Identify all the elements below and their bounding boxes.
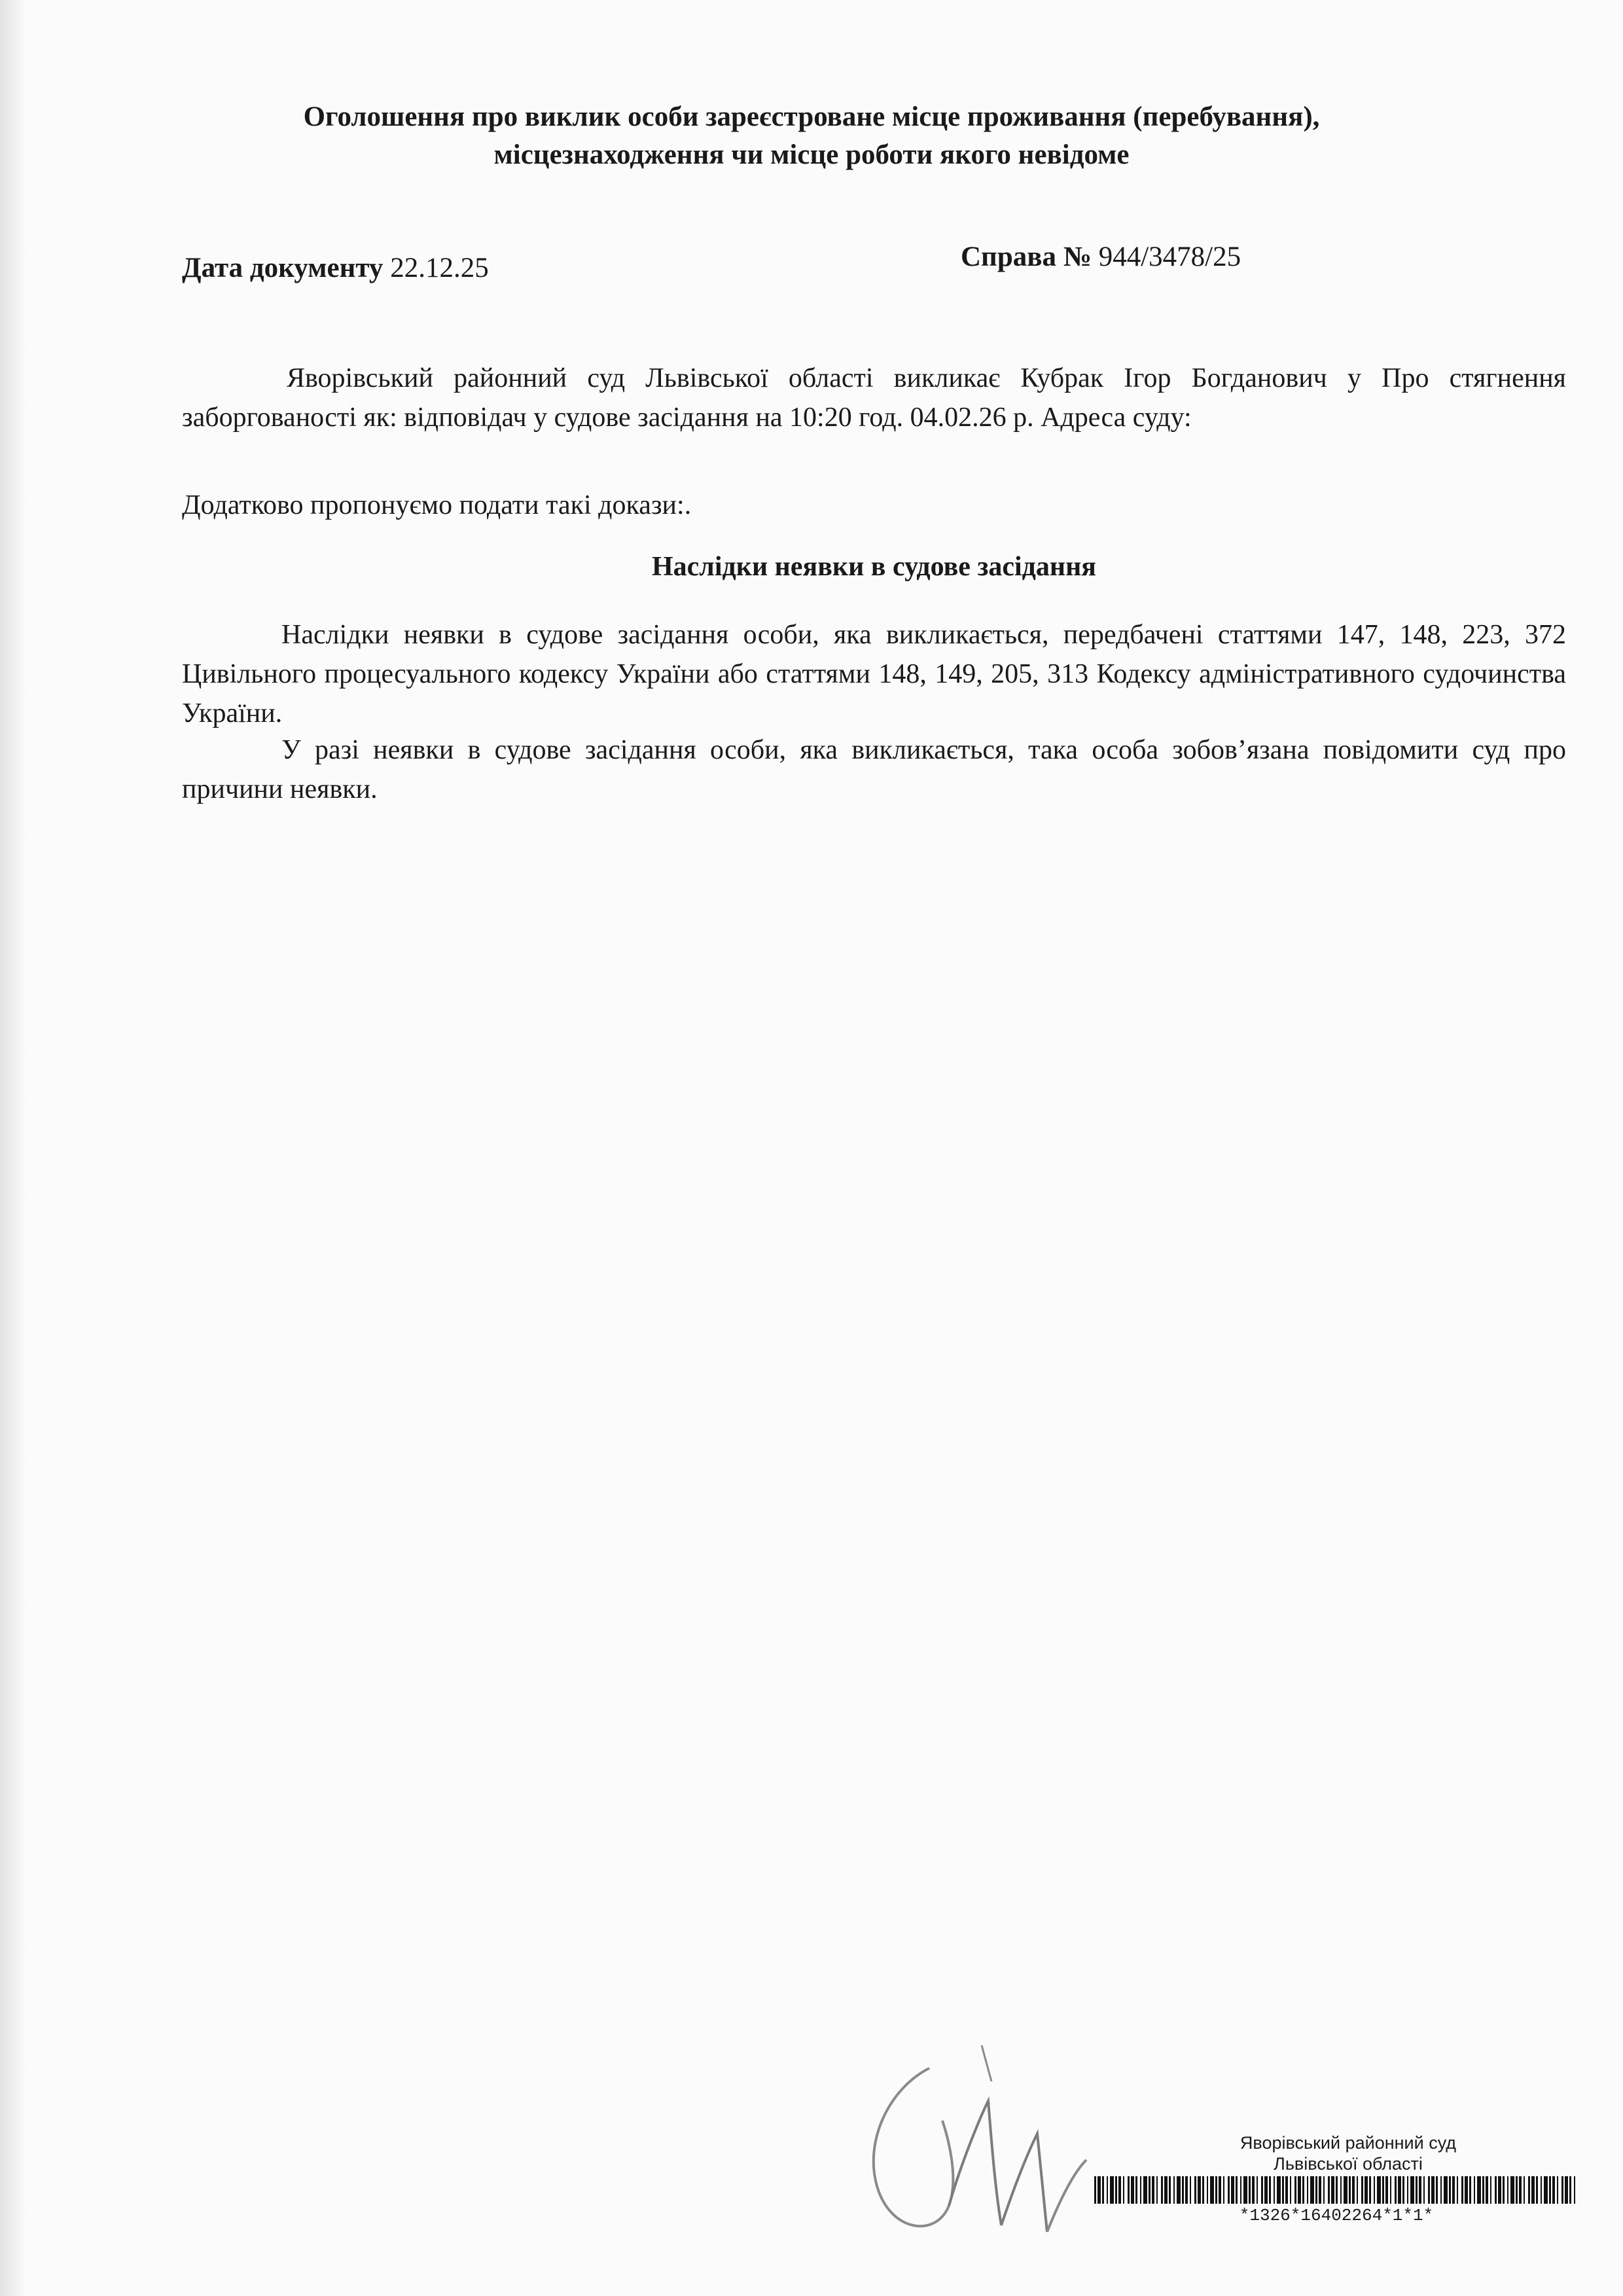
consequences-paragraph: Наслідки неявки в судове засідання особи, яка викликається, передбачені статтями 147, 148, 223, 372 Цивільного процесуального кодексу України або статтями 148, 149, 205, 313 Кодексу адміністративного судочинства України. [182, 620, 1566, 728]
barcode-bar [1277, 2176, 1281, 2204]
barcode-bar [1531, 2176, 1535, 2204]
section-heading: Наслідки неявки в судове засідання [651, 552, 1097, 582]
barcode-bar [1498, 2176, 1501, 2204]
barcode-bar [1140, 2176, 1141, 2204]
barcode-bar [1169, 2176, 1171, 2204]
barcode-bar [1285, 2176, 1288, 2204]
barcode-bar [1382, 2176, 1384, 2204]
barcode-bar [1349, 2176, 1351, 2204]
barcode-bar [1385, 2176, 1388, 2204]
barcode-bar [1344, 2176, 1347, 2204]
barcode-bar [1444, 2176, 1448, 2204]
barcode-bar [1115, 2176, 1117, 2204]
barcode-bar [1377, 2176, 1381, 2204]
barcode-bar [1440, 2176, 1442, 2204]
barcode-bar [1302, 2176, 1304, 2204]
barcode-bar [1402, 2176, 1404, 2204]
barcode-bar [1419, 2176, 1421, 2204]
title-line-1: Оголошення про виклик особи зареєстроване місце проживання (перебування), [303, 101, 1320, 132]
barcode-bar [1307, 2176, 1308, 2204]
barcode-bar [1457, 2176, 1458, 2204]
barcode-bar [1118, 2176, 1121, 2204]
barcode [1094, 2176, 1578, 2204]
barcode-bar [1319, 2176, 1321, 2204]
barcode-bar [1469, 2176, 1471, 2204]
document-date [182, 252, 489, 284]
barcode-bar [1407, 2176, 1408, 2204]
court-stamp-text [1191, 2132, 1505, 2174]
barcode-bar [1574, 2176, 1575, 2204]
barcode-bar [1323, 2176, 1325, 2204]
barcode-number: *1326*16402264*1*1* [1239, 2206, 1434, 2225]
barcode-bar [1152, 2176, 1154, 2204]
barcode-bar [1094, 2176, 1096, 2204]
barcode-bar [1236, 2176, 1238, 2204]
signature-mark [851, 2042, 1099, 2258]
barcode-bar [1331, 2176, 1334, 2204]
barcode-bar [1261, 2176, 1263, 2204]
barcode-bar [1219, 2176, 1221, 2204]
barcode-bar [1156, 2176, 1158, 2204]
barcode-bar [1398, 2176, 1401, 2204]
barcode-bar [1315, 2176, 1317, 2204]
barcode-bar [1490, 2176, 1491, 2204]
barcode-bar [1149, 2176, 1150, 2204]
barcode-bar [1097, 2176, 1101, 2204]
barcode-bar [1110, 2176, 1114, 2204]
barcode-bar [1557, 2176, 1558, 2204]
scan-margin-shadow [0, 0, 26, 2296]
barcode-bar [1143, 2176, 1147, 2204]
barcode-bar [1452, 2176, 1455, 2204]
barcode-bar [1428, 2176, 1430, 2204]
barcode-bar [1182, 2176, 1184, 2204]
barcode-bar [1123, 2176, 1124, 2204]
barcode-bar [1102, 2176, 1104, 2204]
barcode-bar [1495, 2176, 1497, 2204]
barcode-bar [1252, 2176, 1255, 2204]
barcode-bar [1336, 2176, 1338, 2204]
case-number [961, 241, 1241, 273]
barcode-bar [1202, 2176, 1204, 2204]
barcode-bar [1249, 2176, 1251, 2204]
barcode-bar [1215, 2176, 1217, 2204]
barcode-bar [1416, 2176, 1418, 2204]
barcode-bar [1328, 2176, 1330, 2204]
barcode-bar [1161, 2176, 1163, 2204]
barcode-bar [1461, 2176, 1463, 2204]
barcode-bar [1482, 2176, 1484, 2204]
barcode-bar [1544, 2176, 1548, 2204]
barcode-bar [1364, 2176, 1368, 2204]
barcode-bar [1298, 2176, 1301, 2204]
notification-paragraph: У разі неявки в судове засідання особи, яка викликається, така особа зобов’язана повідомити суд про причини неявки. [182, 735, 1566, 804]
barcode-bar [1210, 2176, 1214, 2204]
barcode-bar [1185, 2176, 1188, 2204]
case-value: 944/3478/25 [1098, 242, 1241, 272]
court-name-line-1: Яворівський районний суд [1240, 2133, 1457, 2153]
barcode-bar [1431, 2176, 1435, 2204]
barcode-bar [1164, 2176, 1168, 2204]
evidence-paragraph: Додатково пропонуємо подати такі докази:. [182, 490, 692, 520]
court-name-line-2: Львівської області [1274, 2154, 1423, 2174]
barcode-bar [1503, 2176, 1505, 2204]
barcode-bar [1507, 2176, 1508, 2204]
barcode-bar [1257, 2176, 1258, 2204]
barcode-bar [1436, 2176, 1438, 2204]
barcode-bar [1390, 2176, 1391, 2204]
title-line-2: місцезнаходження чи місце роботи якого невідоме [493, 139, 1130, 170]
barcode-bar [1310, 2176, 1314, 2204]
barcode-bar [1128, 2176, 1130, 2204]
barcode-bar [1269, 2176, 1271, 2204]
barcode-bar [1552, 2176, 1555, 2204]
barcode-bar [1361, 2176, 1363, 2204]
barcode-bar [1243, 2176, 1247, 2204]
barcode-bar [1177, 2176, 1181, 2204]
barcode-bar [1357, 2176, 1358, 2204]
barcode-bar [1194, 2176, 1196, 2204]
barcode-bar [1510, 2176, 1514, 2204]
document-title [170, 98, 1453, 174]
barcode-bar [1549, 2176, 1551, 2204]
date-value: 22.12.25 [390, 253, 489, 283]
barcode-bar [1173, 2176, 1175, 2204]
barcode-bar [1131, 2176, 1134, 2204]
summons-paragraph: Яворівський районний суд Львівської області викликає Кубрак Ігор Богданович у Про стягнення заборгованості як: відповідач у судове засідання на 10:20 год. 04.02.26 р. Адреса суду: [182, 363, 1566, 433]
barcode-bar [1240, 2176, 1241, 2204]
barcode-bar [1410, 2176, 1414, 2204]
barcode-bar [1223, 2176, 1224, 2204]
barcode-bar [1198, 2176, 1201, 2204]
barcode-bar [1190, 2176, 1191, 2204]
barcode-bar [1374, 2176, 1375, 2204]
barcode-bar [1395, 2176, 1397, 2204]
barcode-bar [1294, 2176, 1296, 2204]
barcode-bar [1282, 2176, 1284, 2204]
barcode-bar [1561, 2176, 1563, 2204]
barcode-bar [1477, 2176, 1481, 2204]
barcode-bar [1369, 2176, 1371, 2204]
barcode-bar [1474, 2176, 1475, 2204]
barcode-bar [1536, 2176, 1538, 2204]
barcode-bar [1569, 2176, 1571, 2204]
barcode-bar [1524, 2176, 1525, 2204]
barcode-bar [1340, 2176, 1342, 2204]
barcode-bar [1135, 2176, 1137, 2204]
barcode-bar [1290, 2176, 1291, 2204]
barcode-bar [1207, 2176, 1208, 2204]
barcode-bar [1107, 2176, 1108, 2204]
case-label: Справа № [961, 242, 1092, 272]
barcode-bar [1423, 2176, 1425, 2204]
date-label: Дата документу [182, 253, 383, 283]
barcode-bar [1352, 2176, 1355, 2204]
barcode-bar [1541, 2176, 1542, 2204]
barcode-bar [1516, 2176, 1518, 2204]
barcode-bar [1565, 2176, 1568, 2204]
barcode-bar [1519, 2176, 1522, 2204]
barcode-bar [1274, 2176, 1275, 2204]
barcode-bar [1449, 2176, 1451, 2204]
barcode-bar [1264, 2176, 1268, 2204]
barcode-bar [1465, 2176, 1468, 2204]
barcode-bar [1486, 2176, 1488, 2204]
barcode-bar [1228, 2176, 1230, 2204]
barcode-bar [1231, 2176, 1234, 2204]
barcode-bar [1528, 2176, 1530, 2204]
